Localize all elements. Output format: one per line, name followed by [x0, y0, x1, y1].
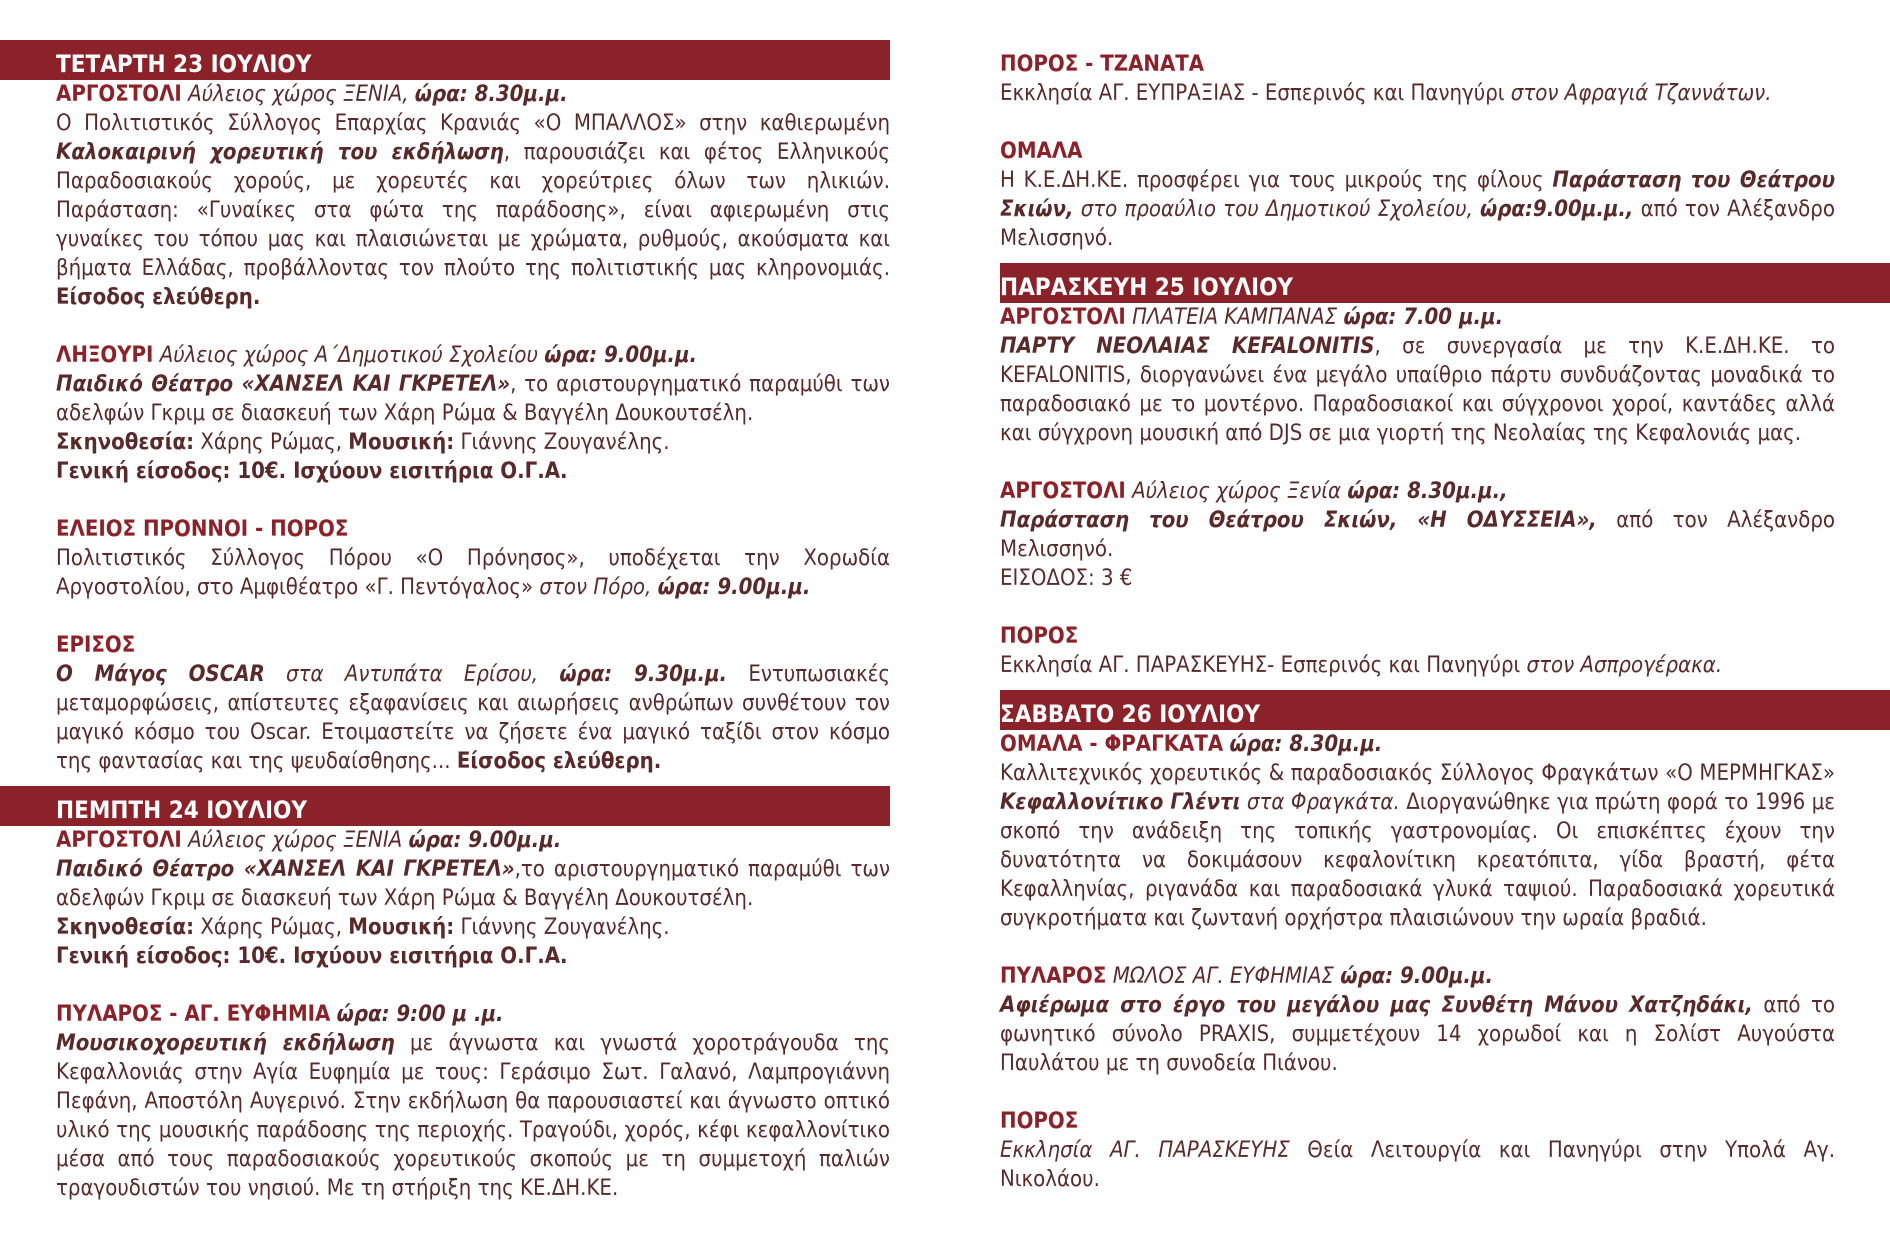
event-venue: στον Ασπρογέρακα.: [1526, 653, 1723, 678]
event-venue: στον Πόρο,: [539, 575, 652, 600]
event-argostoli-xenia-1: [0, 80, 890, 312]
event-place: ΠΟΡΟΣ - ΤΖΑΝΑΤΑ: [1000, 52, 1205, 77]
event-text: , σε συνεργασία με την Κ.Ε.ΔΗ.ΚΕ. το KEFALONITIS, διοργανώνει ένα μεγάλο υπαίθριο πάρτυ συνδυάζοντας μοναδικά το παραδοσιακό με το μοντέρνο. Παραδοσιακοί και σύγχρονοι χοροί, καντάδες αλλά και σύγχρονη μουσική από DJS σε μια γιορτή της Νεολαίας της Κεφαλονιάς μας.: [1000, 334, 1835, 446]
event-place: ΛΗΞΟΥΡΙ: [56, 343, 154, 368]
event-erisos: [0, 631, 890, 776]
event-text: Η Κ.Ε.ΔΗ.ΚΕ. προσφέρει για τους μικρούς της φίλους: [1000, 168, 1544, 193]
music: Γιάννης Ζουγανέλης.: [460, 915, 670, 940]
event-text: από το φωνητικό σύνολο PRAXIS, συμμετέχουν 14 χορωδοί και η Σολίστ Αυγούστα Παυλάτου με τη συνοδεία Πιάνου.: [1000, 993, 1835, 1076]
day-header-wednesday: ΤΕΤΑΡΤΗ 23 ΙΟΥΛΙΟΥ: [0, 40, 890, 80]
event-title: Παράσταση του Θεάτρου Σκιών, «Η ΟΔΥΣΣΕΙΑ»,: [1000, 508, 1597, 533]
event-argostoli-kampana: [1000, 303, 1890, 448]
director: Χάρης Ρώμας,: [200, 430, 342, 455]
director-label: Σκηνοθεσία:: [56, 915, 195, 940]
event-lixouri: [0, 341, 890, 486]
event-title: Παράσταση του Θεάτρου Σκιών,: [1000, 168, 1835, 222]
event-place: ΑΡΓΟΣΤΟΛΙ: [1000, 479, 1126, 504]
right-column: [1000, 40, 1890, 1194]
event-place: ΕΡΙΣΟΣ: [56, 633, 136, 658]
event-place: ΠΥΛΑΡΟΣ - ΑΓ. ΕΥΦΗΜΙΑ: [56, 1002, 331, 1027]
event-place: ΟΜΑΛΑ - ΦΡΑΓΚΑΤΑ: [1000, 732, 1224, 757]
event-venue: στα Αντυπάτα Ερίσου,: [286, 662, 539, 687]
event-time: ώρα: 9.00μ.μ.: [657, 575, 811, 600]
event-place: ΠΟΡΟΣ: [1000, 1109, 1079, 1134]
event-text: Εντυπωσιακές μεταμορφώσεις, απίστευτες εξαφανίσεις και αιωρήσεις ανθρώπων συνθέτουν τον μαγικό κόσμο του Oscar. Ετοιμαστείτε να ζήσετε ένα μαγικό ταξίδι στον κόσμο της φαντασίας και της ψευδαίσθησης...: [56, 662, 890, 774]
music: Γιάννης Ζουγανέλης.: [460, 430, 670, 455]
event-venue: ΜΩΛΟΣ ΑΓ. ΕΥΦΗΜΙΑΣ: [1112, 964, 1334, 989]
event-argostoli-xenia-3: [1000, 477, 1890, 593]
event-text: από τον Αλέξανδρο Μελισσηνό.: [1000, 197, 1835, 251]
event-poros-tzanata: [1000, 40, 1890, 108]
event-text: Πολιτιστικός Σύλλογος Πόρου «Ο Πρόνησος», υποδέχεται την Χορωδία Αργοστολίου, στο Αμφιθέατρο «Γ. Πεντόγαλος»: [56, 546, 890, 600]
event-entry: Είσοδος ελεύθερη.: [56, 285, 261, 310]
director-label: Σκηνοθεσία:: [56, 430, 195, 455]
event-time: ώρα: 8.30μ.μ.,: [1347, 479, 1508, 504]
event-time: ώρα: 9:00 μ .μ.: [336, 1002, 504, 1027]
event-text: με άγνωστα και γνωστά χοροτράγουδα της Κεφαλλονιάς στην Αγία Ευφημία με τους: Γεράσιμο Σωτ. Γαλανό, Λαμπρογιάννη Πεφάνη, Αποστόλη Αυγερινό. Στην εκδήλωση θα παρουσιαστεί και άγνωστο οπτικό υλικό της μουσικής παράδοσης της περιοχής. Τραγούδι, χορός, κέφι κεφαλλονίτικο μέσα από τους παραδοσιακούς χορευτικούς σκοπούς με τη συμμετοχή παλιών τραγουδιστών του νησιού. Με τη στήριξη της ΚΕ.ΔΗ.ΚΕ.: [56, 1031, 890, 1201]
event-time: ώρα: 9.30μ.μ.: [559, 662, 728, 687]
event-eleios-pronnoi: [0, 515, 890, 602]
event-omala-fragkata: [1000, 730, 1890, 933]
event-text: , το αριστουργηματικό παραμύθι των αδελφών Γκριμ σε διασκευή των Χάρη Ρώμα & Βαγγέλη Δουκουτσέλη.: [56, 372, 890, 426]
event-entry: Είσοδος ελεύθερη.: [456, 749, 662, 774]
event-pylaros-ag-efimia: [0, 1000, 890, 1203]
event-venue: Αύλειος χώρος ΞΕΝΙΑ: [188, 828, 403, 853]
event-pylaros-molos: [1000, 962, 1890, 1078]
event-venue: Εκκλησία ΑΓ. ΠΑΡΑΣΚΕΥΗΣ: [1000, 1138, 1290, 1163]
day-header-thursday: ΠΕΜΠΤΗ 24 ΙΟΥΛΙΟΥ: [0, 786, 890, 826]
day-header-friday: ΠΑΡΑΣΚΕΥΗ 25 ΙΟΥΛΙΟΥ: [1000, 263, 1890, 303]
event-time: ώρα: 8.30μ.μ.: [1229, 732, 1383, 757]
event-text: Θεία Λειτουργία και Πανηγύρι στην Υπολά Αγ. Νικολάου.: [1000, 1138, 1835, 1192]
event-poros-ypola: [1000, 1107, 1890, 1194]
event-venue: στον Αφραγιά Τζαννάτων.: [1510, 81, 1772, 106]
event-place: ΑΡΓΟΣΤΟΛΙ: [56, 828, 182, 853]
event-venue: Αύλειος χώρος Α΄Δημοτικού Σχολείου: [159, 343, 538, 368]
event-venue: Αύλειος χώρος ΞΕΝΙΑ,: [188, 82, 409, 107]
event-place: ΕΛΕΙΟΣ ΠΡΟΝΝΟΙ - ΠΟΡΟΣ: [56, 517, 349, 542]
event-text: από τον Αλέξανδρο Μελισσηνό.: [1000, 508, 1836, 562]
event-time: ώρα: 7.00 μ.μ.: [1343, 305, 1504, 330]
event-text: ,το αριστουργηματικό παραμύθι των αδελφών Γκριμ σε διασκευή των Χάρη Ρώμα & Βαγγέλη Δουκουτσέλη.: [56, 857, 891, 911]
event-omala: [1000, 137, 1890, 253]
event-entry: ΕΙΣΟΔΟΣ: 3 €: [1000, 566, 1133, 591]
event-venue: ΠΛΑΤΕΙΑ ΚΑΜΠΑΝΑΣ: [1132, 305, 1338, 330]
event-venue: Αύλειος χώρος Ξενία: [1132, 479, 1342, 504]
left-column: [0, 40, 890, 1203]
event-title: Μουσικοχορευτική εκδήλωση: [56, 1031, 395, 1056]
event-title: ΠΑΡΤΥ ΝΕΟΛΑΙΑΣ KEFALONITIS: [1000, 334, 1375, 359]
event-time: ώρα: 9.00μ.μ.: [1340, 964, 1494, 989]
event-entry: Γενική είσοδος: 10€. Ισχύουν εισιτήρια Ο.Γ.Α.: [56, 944, 568, 969]
event-poros-agia-paraskevi: [1000, 622, 1890, 680]
event-place: ΑΡΓΟΣΤΟΛΙ: [56, 82, 182, 107]
event-place: ΠΥΛΑΡΟΣ: [1000, 964, 1107, 989]
event-place: ΟΜΑΛΑ: [1000, 139, 1083, 164]
event-argostoli-xenia-2: [0, 826, 890, 971]
event-text: Ο Πολιτιστικός Σύλλογος Επαρχίας Κρανιάς «Ο ΜΠΑΛΛΟΣ» στην καθιερωμένη: [56, 111, 890, 136]
music-label: Μουσική:: [348, 915, 455, 940]
event-text: Εκκλησία ΑΓ. ΕΥΠΡΑΞΙΑΣ - Εσπερινός και Πανηγύρι: [1000, 81, 1505, 106]
day-header-saturday: ΣΑΒΒΑΤΟ 26 ΙΟΥΛΙΟΥ: [1000, 690, 1890, 730]
event-time: ώρα: 9.00μ.μ.: [544, 343, 698, 368]
event-venue: στα Φραγκάτα.: [1246, 790, 1400, 815]
event-title: Κεφαλλονίτικο Γλέντι: [1000, 790, 1241, 815]
event-text: , παρουσιάζει και φέτος Ελληνικούς Παραδοσιακούς χορούς, με χορευτές και χορεύτριες όλων των ηλικιών. Παράσταση: «Γυναίκες στα φώτα της παράδοσης», είναι αφιερωμένη στις γυναίκες του τόπου μας και πλαισιώνεται με χρώματα, ρυθμούς, ακούσματα και βήματα Ελλάδας, προβάλλοντας τον πλούτο της πολιτιστικής μας κληρονομιάς.: [56, 140, 890, 281]
event-venue: στο προαύλιο του Δημοτικού Σχολείου,: [1080, 197, 1473, 222]
event-title: Παιδικό Θέατρο «ΧΑΝΣΕΛ ΚΑΙ ΓΚΡΕΤΕΛ»: [56, 372, 511, 397]
event-title: Καλοκαιρινή χορευτική του εκδήλωση: [56, 140, 504, 165]
event-text: Διοργανώθηκε για πρώτη φορά το 1996 με σκοπό την ανάδειξη της τοπικής γαστρονομίας. Οι επισκέπτες έχουν την δυνατότητα να δοκιμάσουν κεφαλονίτικη κρεατόπιτα, γίδα βραστή, φέτα Κεφαλληνίας, ριγανάδα και παραδοσιακά γλυκά ταψιού. Παραδοσιακά χορευτικά συγκροτήματα και ζωντανή ορχήστρα πλαισιώνουν την ωραία βραδιά.: [1000, 790, 1835, 931]
event-time: ώρα: 8.30μ.μ.: [414, 82, 568, 107]
event-title: Αφιέρωμα στο έργο του μεγάλου μας Συνθέτη Μάνου Χατζηδάκι,: [1000, 993, 1753, 1018]
music-label: Μουσική:: [348, 430, 455, 455]
event-place: ΑΡΓΟΣΤΟΛΙ: [1000, 305, 1126, 330]
event-time: ώρα:9.00μ.μ.,: [1480, 197, 1634, 222]
event-entry: Γενική είσοδος: 10€. Ισχύουν εισιτήρια Ο.Γ.Α.: [56, 459, 568, 484]
event-text: Εκκλησία ΑΓ. ΠΑΡΑΣΚΕΥΗΣ- Εσπερινός και Πανηγύρι: [1000, 653, 1521, 678]
event-text: Καλλιτεχνικός χορευτικός & παραδοσιακός Σύλλογος Φραγκάτων «Ο ΜΕΡΜΗΓΚΑΣ»: [1000, 761, 1835, 786]
event-title: Παιδικό Θέατρο «ΧΑΝΣΕΛ ΚΑΙ ΓΚΡΕΤΕΛ»: [56, 857, 515, 882]
director: Χάρης Ρώμας,: [200, 915, 342, 940]
event-title: Ο Μάγος OSCAR: [56, 662, 265, 687]
event-time: ώρα: 9.00μ.μ.: [408, 828, 562, 853]
event-place: ΠΟΡΟΣ: [1000, 624, 1079, 649]
